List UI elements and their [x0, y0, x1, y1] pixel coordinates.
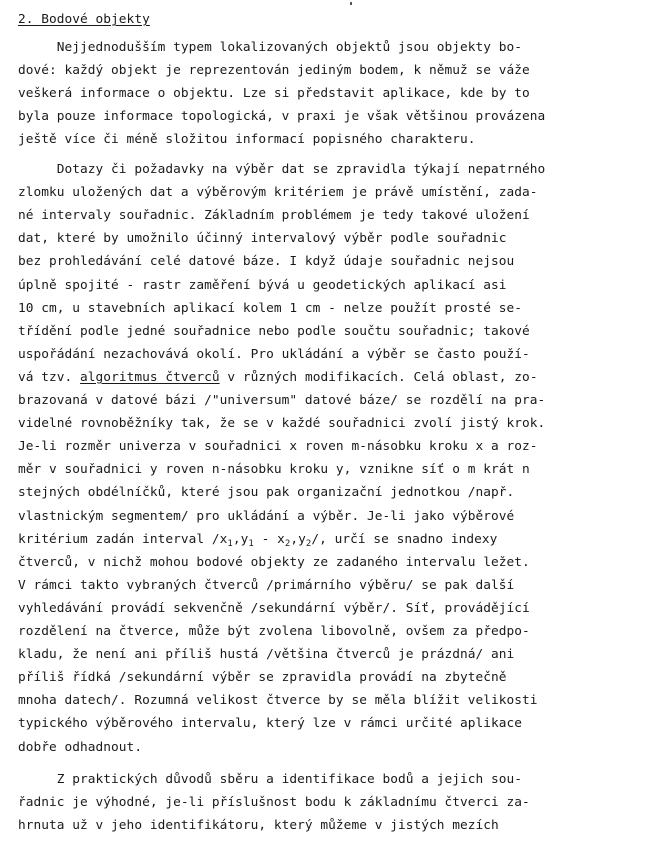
text-line: videlné rovnoběžníky tak, že se v každé souřadnici zvolí jistý krok. [18, 416, 546, 432]
text-line: rozdělení na čtverce, může být zvolena libovolně, ovšem za předpo- [18, 624, 530, 639]
text-line: čtverců, v nichž mohou bodové objekty ze zadaného intervalu ležet. [18, 554, 530, 570]
text-line: řadnic je výhodné, je-li příslušnost bodu k základnímu čtverci za- [18, 795, 530, 811]
text-line: dové: každý objekt je reprezentován jediným bodem, k němuž se váže [18, 63, 530, 79]
scan-speck [350, 2, 352, 5]
text-line: veškerá informace o objektu. Lze si představit aplikace, kde by to [18, 86, 530, 102]
text-line: byla pouze informace topologická, v praxi je však většinou provázena [18, 109, 546, 125]
text-line: typického výběrového intervalu, který lze v rámci určité aplikace [18, 716, 523, 732]
text-line: stejných obdélníčků, které jsou pak organizační jednotkou /např. [18, 485, 515, 501]
text-line: Dotazy či požadavky na výběr dat se zpravidla týkají nepatrného [18, 162, 546, 177]
text-line: mnoha datech/. Rozumná velikost čtverce by se měla blížit velikosti [18, 693, 538, 709]
text-line: brazovaná v datové bázi /"universum" datové báze/ se rozdělí na pra- [18, 393, 546, 408]
text-line: dobře odhadnout. [18, 739, 143, 755]
text-line: měr v souřadnici y roven n-násobku kroku y, vznikne síť o m krát n [18, 462, 530, 478]
text-line: zlomku uložených dat a výběrovým kritériem je právě umístění, zada- [18, 185, 538, 201]
text-line: kladu, že není ani příliš hustá /většina čtverců je prázdná/ ani [18, 647, 515, 663]
text-line: hrnuta už v jeho identifikátoru, který můžeme v jistých mezích [18, 818, 499, 834]
text-line: ještě více či méně složitou informací popisného charakteru. [18, 132, 476, 148]
text-line: V rámci takto vybraných čtverců /primárního výběru/ se pak další [18, 577, 515, 593]
text-line: né intervaly souřadnic. Základním problémem je tedy takové uložení [18, 208, 530, 224]
text-line: uspořádání nezachovává okolí. Pro ukládání a výběr se často použí- [18, 346, 530, 362]
underlined-term: algoritmus čtverců [80, 369, 220, 385]
text-line: dat, které by umožnilo účinný intervalový výběr podle souřadnic [18, 231, 507, 247]
text-line: Nejjednodušším typem lokalizovaných objektů jsou objekty bo- [18, 40, 523, 55]
text-line: úplně spojité - rastr zaměření bývá u geodetických aplikací asi [18, 277, 507, 293]
section-heading: 2. Bodové objekty [18, 12, 150, 27]
text-line: příliš řídká /sekundární výběr se zpravidla provádí na zbytečně [18, 670, 507, 686]
text-line: bez prohledávání celé datové báze. I když údaje souřadnic nejsou [18, 254, 515, 270]
text-line: Z praktických důvodů sběru a identifikace bodů a jejich sou- [18, 772, 523, 787]
text-line: vyhledávání provádí sekvenčně /sekundární výběr/. Síť, provádějící [18, 600, 530, 616]
text-line: třídění podle jedné souřadnice nebo podle součtu souřadnic; takové [18, 323, 530, 339]
text-line: vá tzv. algoritmus čtverců v různých modifikacích. Celá oblast, zo- [18, 369, 538, 385]
text-line: Je-li rozměr univerza v souřadnici x roven m-násobku kroku x a roz- [18, 439, 538, 455]
text-line: kritérium zadán interval $/x_1,y_1 - x_2,y_2/$, určí se snadno indexy [18, 531, 498, 549]
text-line: 10 cm, u stavebních aplikací kolem 1 cm - nelze použít prosté se- [18, 300, 523, 316]
text-line: vlastnickým segmentem/ pro ukládání a výběr. Je-li jako výběrové [18, 508, 515, 524]
